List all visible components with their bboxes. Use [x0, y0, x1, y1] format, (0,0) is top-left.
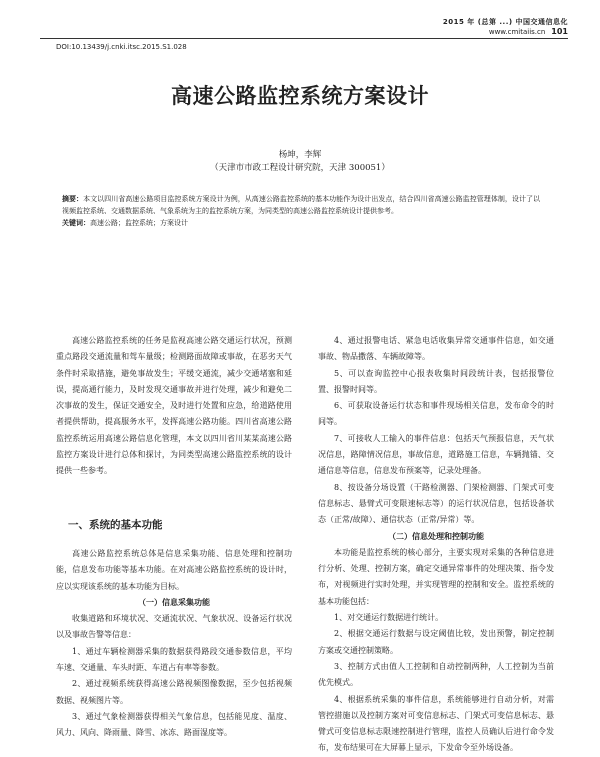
- list-item: 2、根据交通运行数据与设定阈值比较，发出预警，制定控制方案或交通控制策略。: [318, 629, 554, 655]
- list-item: 4、根据系统采集的事件信息，系统能够进行自动分析，对需管控措施以及控制方案对可变信息标志、门架式可变信息标志、悬臂式可变信息标志限速控制进行管理，监控人员确认后进行命令发布，发布结果可在大屏幕上显示，下发命令至外场设备。: [318, 694, 554, 753]
- list-item: 5、可以查询监控中心报表收集时间段统计表，包括报警位置、报警时间等。: [318, 368, 554, 394]
- affiliation: （天津市市政工程设计研究院，天津 300051）: [210, 163, 390, 173]
- list-item: 7、可接收人工输入的事件信息：包括天气预报信息，天气状况信息，路障情况信息，事故信息，道路施工信息，车辆抛锚、交通信息等信息，信息发布预案等，记录处理备。: [318, 433, 554, 476]
- list-item: 3、通过气象检测器获得相关气象信息，包括能见度、温度、风力、风向、降雨量、降雪、冰冻、路面湿度等。: [56, 711, 292, 738]
- journal-website: www.cmitaiis.cn: [488, 28, 546, 36]
- abstract-label: 摘要：: [62, 195, 84, 203]
- running-header: [443, 18, 568, 37]
- list-item: 4、通过报警电话、紧急电话收集异常交通事件信息，如交通事故、物品撒落、车辆故障等。: [318, 336, 554, 362]
- doi: DOI:10.13439/j.cnki.itsc.2015.S1.028: [56, 43, 187, 51]
- abstract-text: 本文以四川省高速公路项目监控系统方案设计为例，从高速公路监控系统的基本功能作为设计出发点，结合四川省高速公路监控管理体制，设计了以视频监控系统、交通数据系统、气象系统为主的监控系统方案，为同类型的高速公路监控系统设计提供参考。: [62, 195, 541, 215]
- header-rule: [40, 38, 568, 39]
- left-column-body: [56, 546, 292, 742]
- left-column-intro: [56, 333, 292, 480]
- list-item: 1、通过车辆检测器采集的数据获得路段交通参数信息，平均车速、交通量、车头时距、车道占有率等参数。: [56, 646, 292, 673]
- subsection-heading-2: （二）信息处理和控制功能: [388, 531, 484, 541]
- journal-name: 2015 年 (总第 ...) 中国交通信息化: [442, 18, 568, 26]
- subsection-intro-2: 本功能是监控系统的核心部分，主要实现对采集的各种信息进行分析、处理、控制方案，确定交通异常事件的处理决策、指令发布，对视频进行实时处理，并实现管理的控制和安全。监控系统的基本功能包括：: [318, 547, 554, 606]
- keywords-text: 高速公路；监控系统；方案设计: [90, 219, 188, 227]
- abstract: [62, 193, 540, 217]
- list-item: 8、按设备分场设置（干路检测器、门架检测器、门架式可变信息标志、悬臂式可变限速标志等）的运行状况信息，包括设备状态（正常/故障）、通信状态（正常/异常）等。: [318, 482, 554, 525]
- paper-title: 高速公路监控系统方案设计: [171, 84, 429, 108]
- list-item: 2、通过视频系统获得高速公路视频图像数据，至少包括视频数据、视频图片等。: [56, 679, 292, 705]
- section-intro: 高速公路监控系统总体是信息采集功能、信息处理和控制功能，信息发布功能等基本功能。在对高速公路监控系统的设计时，应以实现该系统的基本功能为目标。: [56, 549, 292, 591]
- subsection-heading-1: （一）信息采集功能: [138, 597, 210, 607]
- list-item: 1、对交通运行数据进行统计。: [334, 613, 444, 623]
- section-heading: 一、系统的基本功能: [68, 519, 163, 531]
- right-column: [318, 333, 554, 757]
- list-item: 3、控制方式由值人工控制和自动控制两种，人工控制为当前优先模式。: [318, 661, 554, 688]
- keywords: [62, 218, 540, 228]
- list-item: 6、可获取设备运行状态和事件现场相关信息，发布命令的时间等。: [318, 401, 554, 427]
- keywords-label: 关键词：: [62, 219, 90, 227]
- page-number: 101: [551, 27, 568, 36]
- intro-paragraph: 高速公路监控系统的任务是监视高速公路交通运行状况，预测重点路段交通流量和驾车量级；检测路面故障或事故，在恶劣天气条件时采取措施，避免事故发生；平缓交通流，减少交通堵塞和延误，提高通行能力，及时发现交通事故并进行处理，减少和避免二次事故的发生，保证交通安全，及时进行处置和应急，给道路使用者提供帮助，提高服务水平，发挥高速公路功能。四川省高速公路监控系统运用高速公路信息化管理，本文以四川省川某某高速公路监控方案设计进行总体和探讨，为同类型高速公路监控系统的设计提供一些参考。: [56, 336, 292, 476]
- authors: 杨坤，李辉: [278, 150, 322, 160]
- subsection-intro-1: 收集道路和环境状况、交通流状况、气象状况、设备运行状况以及事故告警等信息：: [56, 614, 292, 640]
